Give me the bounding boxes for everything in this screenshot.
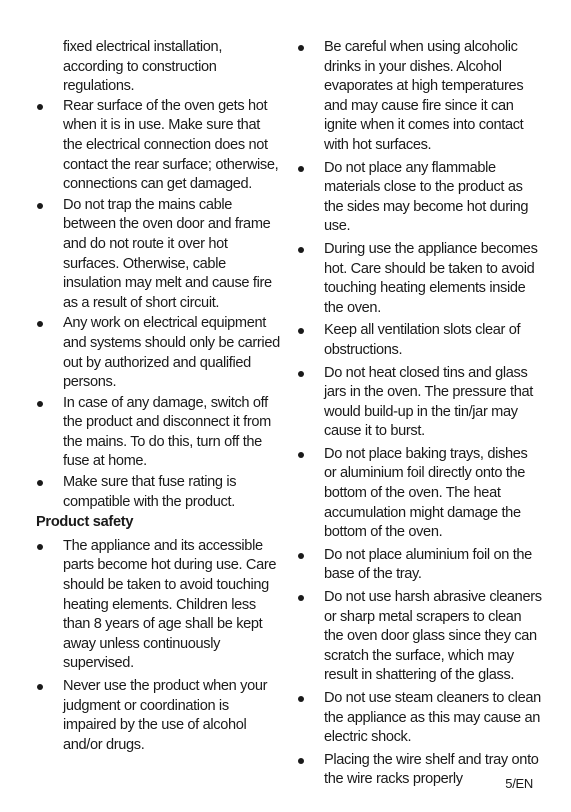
list-item	[36, 314, 280, 392]
bullet-icon	[298, 452, 304, 458]
list-item	[36, 473, 280, 512]
continuation-text: fixed electrical installation, according to construction regulations.	[63, 39, 223, 95]
list-item-text: The appliance and its accessible parts become hot during use. Care should be taken to avoid touching heating elements. Children less than 8 years of age shall be kept away unless continuously supervised.	[63, 537, 277, 672]
bullet-icon	[37, 321, 43, 327]
bullet-icon	[37, 401, 43, 407]
list-item	[297, 240, 543, 318]
product-safety-list	[36, 537, 280, 756]
list-item-text: Do not use harsh abrasive cleaners or sharp metal scrapers to clean the oven door glass since they can scratch the surface, which may result in shattering of the glass.	[324, 589, 542, 684]
product-safety-list-continued	[297, 38, 543, 790]
list-item	[36, 97, 280, 195]
bullet-icon	[37, 684, 43, 690]
list-item-text: Do not place baking trays, dishes or aluminium foil directly onto the bottom of the oven. The heat accumulation might damage the bottom of the oven.	[324, 445, 528, 541]
list-item	[297, 38, 543, 156]
list-item-text: Be careful when using alcoholic drinks in your dishes. Alcohol evaporates at high temperatures and may cause fire since it can ignite when it comes into contact with hot surfaces.	[324, 39, 524, 153]
list-item-text: Do not trap the mains cable between the oven door and frame and do not route it over hot surfaces. Otherwise, cable insulation may melt and cause fire as a result of short circuit.	[63, 196, 272, 311]
list-item	[297, 689, 543, 748]
bullet-icon	[298, 45, 304, 51]
bullet-icon	[298, 166, 304, 172]
list-item-text: Do not use steam cleaners to clean the appliance as this may cause an electric shock.	[324, 690, 541, 746]
list-item	[297, 588, 543, 686]
right-column	[297, 38, 543, 793]
list-item	[36, 537, 280, 674]
list-item-text: Do not heat closed tins and glass jars in the oven. The pressure that would build-up in the tin/jar may cause it to burst.	[324, 364, 533, 440]
list-item	[36, 677, 280, 755]
list-item-text: Make sure that fuse rating is compatible with the product.	[63, 474, 237, 510]
list-item	[36, 394, 280, 472]
list-item-text: Any work on electrical equipment and systems should only be carried out by authorized and qualified persons.	[63, 315, 280, 391]
list-item-text: Placing the wire shelf and tray onto the wire racks properly	[324, 751, 539, 788]
bullet-icon	[298, 595, 304, 601]
bullet-icon	[298, 371, 304, 377]
list-item-text: Never use the product when your judgment or coordination is impaired by the use of alcohol and/or drugs.	[63, 678, 268, 753]
page-number: 5/EN	[505, 776, 533, 791]
list-item	[297, 364, 543, 442]
left-column	[36, 38, 280, 758]
bullet-icon	[298, 553, 304, 559]
section-heading: Product safety	[36, 514, 134, 531]
bullet-icon	[37, 104, 43, 110]
list-item	[36, 196, 280, 314]
bullet-icon	[298, 696, 304, 702]
list-item	[297, 445, 543, 543]
list-item-text: Keep all ventilation slots clear of obstructions.	[324, 322, 521, 358]
list-item-text: During use the appliance becomes hot. Care should be taken to avoid touching heating elements inside the oven.	[324, 240, 538, 316]
list-item-text: In case of any damage, switch off the product and disconnect it from the mains. To do this, turn off the fuse at home.	[63, 394, 271, 470]
list-item	[297, 321, 543, 360]
bullet-icon	[37, 203, 43, 209]
bullet-icon	[298, 328, 304, 334]
electrical-safety-list	[36, 97, 280, 512]
list-item	[297, 159, 543, 237]
list-item-text: Do not place aluminium foil on the base of the tray.	[324, 546, 532, 583]
bullet-icon	[298, 247, 304, 253]
list-item-text: Rear surface of the oven gets hot when it is in use. Make sure that the electrical connection does not contact the rear surface; otherwise, connections can get damaged.	[63, 97, 279, 193]
list-item	[297, 546, 543, 585]
bullet-icon	[298, 758, 304, 764]
bullet-icon	[37, 480, 43, 486]
list-item-text: Do not place any flammable materials close to the product as the sides may become hot during use.	[324, 159, 529, 235]
bullet-icon	[37, 544, 43, 550]
